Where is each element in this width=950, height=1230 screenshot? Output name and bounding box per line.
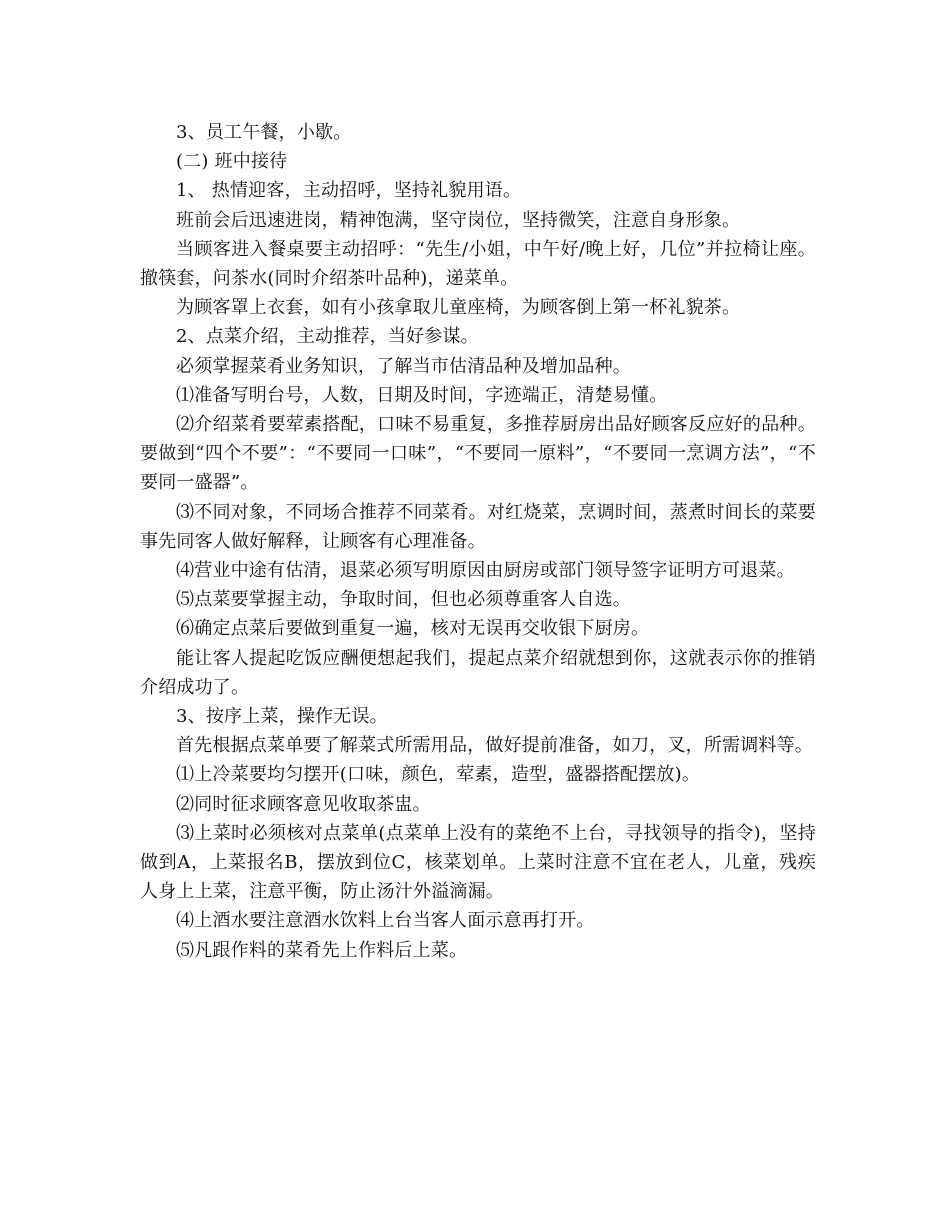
list-item: ⑶不同对象，不同场合推荐不同菜肴。对红烧菜，烹调时间，蒸煮时间长的菜要事先同客人做好解释，让顾客有心理准备。 [140, 501, 816, 552]
list-item: ⑵介绍菜肴要荤素搭配，口味不易重复，多推荐厨房出品好顾客反应好的品种。要做到“四个不要”：“不要同一口味”，“不要同一原料”，“不要同一烹调方法”，“不要同一盛器”。 [140, 414, 816, 494]
section-heading: (二) 班中接待 [176, 151, 288, 173]
list-item: ⑵同时征求顾客意见收取茶盅。 [176, 793, 431, 815]
document-body [140, 118, 816, 965]
list-item: ⑷营业中途有估清，退菜必须写明原因由厨房或部门领导签字证明方可退菜。 [176, 560, 795, 582]
list-item: ⑹确定点菜后要做到重复一遍，核对无误再交收银下厨房。 [176, 618, 650, 640]
list-item: ⑸凡跟作料的菜肴先上作料后上菜。 [176, 939, 468, 961]
subsection-heading: 3、按序上菜，操作无误。 [176, 706, 388, 728]
paragraph: 当顾客进入餐桌要主动招呼：“先生/小姐，中午好/晚上好，几位”并拉椅让座。 撤筷套，问茶水(同时介绍茶叶品种)，递菜单。 [140, 238, 816, 290]
list-item: ⑷上酒水要注意酒水饮料上台当客人面示意再打开。 [176, 910, 595, 932]
paragraph: 首先根据点菜单要了解菜式所需用品，做好提前准备，如刀，叉，所需调料等。 [176, 735, 813, 757]
list-item: ⑴上冷菜要均匀摆开(口味，颜色，荤素，造型，盛器搭配摆放)。 [176, 764, 701, 786]
list-item: ⑴准备写明台号，人数，日期及时间，字迹端正，清楚易懂。 [176, 384, 668, 406]
paragraph: 班前会后迅速进岗，精神饱满，坚守岗位，坚持微笑，注意自身形象。 [176, 209, 741, 231]
list-item: ⑶上菜时必须核对点菜单(点菜单上没有的菜绝不上台，寻找领导的指令)，坚持做到A，上菜报名B，摆放到位C，核菜划单。上菜时注意不宜在老人，儿童，残疾人身上上菜，注意平衡，防止汤汁外溢滴漏。 [140, 822, 816, 903]
paragraph: 3、员工午餐，小歇。 [176, 122, 352, 143]
list-item: ⑸点菜要掌握主动，争取时间，但也必须尊重客人自选。 [176, 589, 631, 611]
paragraph: 能让客人提起吃饭应酬便想起我们，提起点菜介绍就想到你，这就表示你的推销介绍成功了。 [140, 647, 816, 698]
paragraph: 必须掌握菜肴业务知识，了解当市估清品种及增加品种。 [176, 355, 631, 377]
subsection-heading: 1、 热情迎客，主动招呼，坚持礼貌用语。 [176, 180, 522, 202]
paragraph: 为顾客罩上衣套，如有小孩拿取儿童座椅，为顾客倒上第一杯礼貌茶。 [176, 297, 741, 319]
subsection-heading: 2、点菜介绍，主动推荐，当好参谋。 [176, 326, 479, 348]
